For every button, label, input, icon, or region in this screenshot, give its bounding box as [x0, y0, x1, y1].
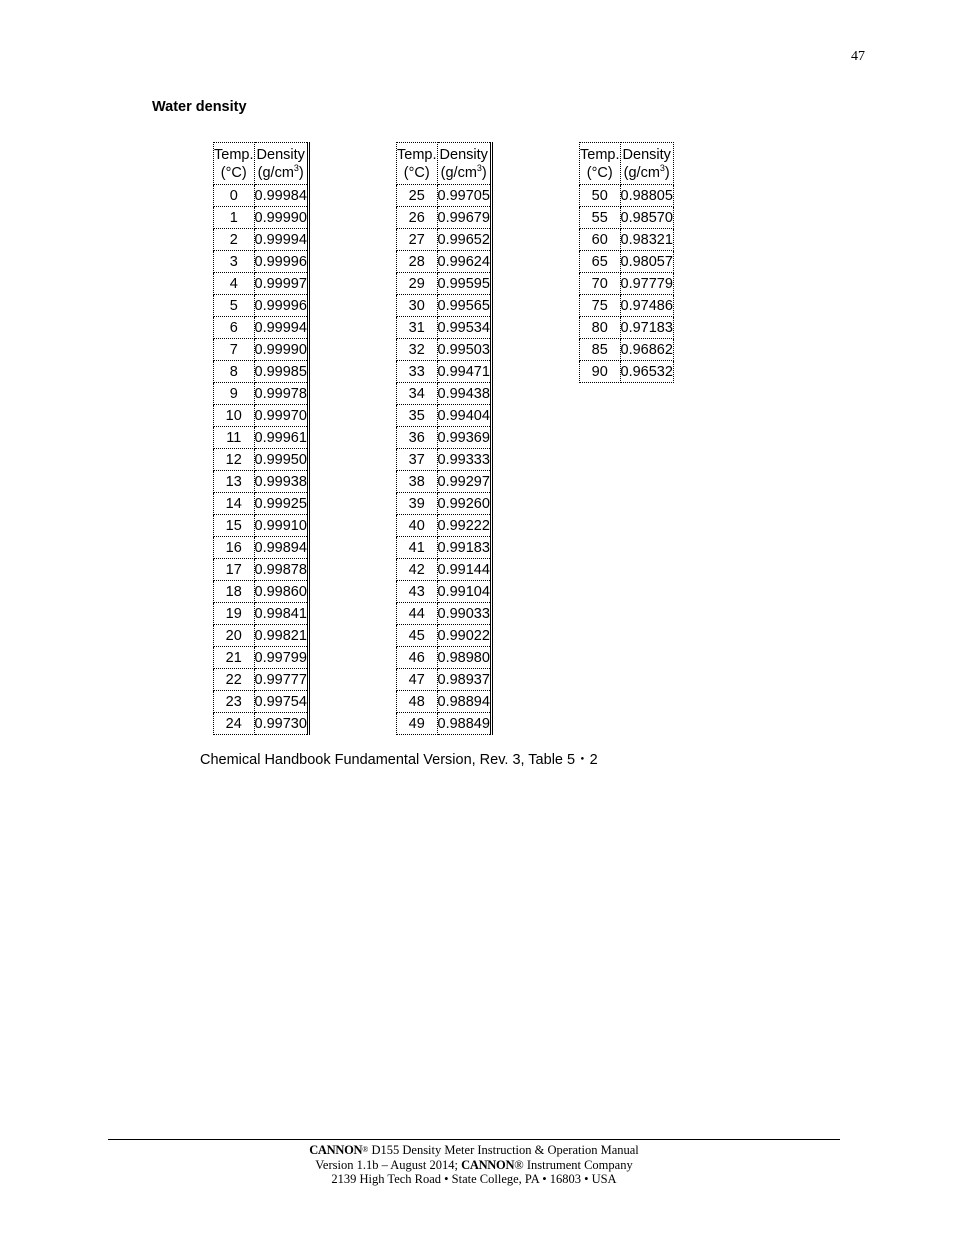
temp-cell: 45 — [397, 625, 438, 647]
temp-cell: 19 — [214, 603, 255, 625]
header-temp — [580, 143, 621, 185]
density-cell: 0.99471 — [437, 361, 491, 383]
temp-cell: 23 — [214, 691, 255, 713]
density-cell: 0.98570 — [620, 207, 673, 229]
temp-cell: 43 — [397, 581, 438, 603]
table-row — [214, 515, 309, 537]
footer-line-1 — [108, 1143, 840, 1158]
temp-cell: 9 — [214, 383, 255, 405]
density-cell: 0.99961 — [254, 427, 308, 449]
temp-cell: 35 — [397, 405, 438, 427]
footer-reg-mark: ® — [362, 1145, 369, 1154]
density-cell: 0.99679 — [437, 207, 491, 229]
temp-cell: 65 — [580, 251, 621, 273]
table-row — [214, 383, 309, 405]
temp-cell: 29 — [397, 273, 438, 295]
temp-cell: 55 — [580, 207, 621, 229]
header-density-label: Density — [622, 146, 671, 163]
table-header-row — [214, 143, 309, 185]
density-cell: 0.99878 — [254, 559, 308, 581]
temp-cell: 15 — [214, 515, 255, 537]
table-row — [214, 625, 309, 647]
density-cell: 0.99978 — [254, 383, 308, 405]
table-row — [214, 405, 309, 427]
table-row — [214, 295, 309, 317]
table-source-note: Chemical Handbook Fundamental Version, Rev. 3, Table 5・2 — [200, 752, 598, 768]
header-density — [620, 143, 673, 185]
header-density — [437, 143, 491, 185]
table-row — [397, 493, 492, 515]
density-cell: 0.99595 — [437, 273, 491, 295]
table-row — [580, 361, 674, 383]
temp-cell: 75 — [580, 295, 621, 317]
table-row — [397, 185, 492, 207]
table-row — [214, 339, 309, 361]
table-row — [580, 229, 674, 251]
table-row — [214, 581, 309, 603]
density-cell: 0.99033 — [437, 603, 491, 625]
density-cell: 0.99860 — [254, 581, 308, 603]
temp-cell: 40 — [397, 515, 438, 537]
density-table-2 — [396, 142, 493, 735]
temp-cell: 80 — [580, 317, 621, 339]
table-row — [214, 361, 309, 383]
table-row — [397, 317, 492, 339]
temp-cell: 6 — [214, 317, 255, 339]
temp-cell: 12 — [214, 449, 255, 471]
temp-cell: 13 — [214, 471, 255, 493]
density-table-3 — [579, 142, 674, 383]
temp-cell: 41 — [397, 537, 438, 559]
table-row — [397, 559, 492, 581]
temp-cell: 24 — [214, 713, 255, 735]
temp-cell: 36 — [397, 427, 438, 449]
table-row — [397, 405, 492, 427]
header-temp — [397, 143, 438, 185]
density-cell: 0.99369 — [437, 427, 491, 449]
density-cell: 0.99652 — [437, 229, 491, 251]
temp-cell: 49 — [397, 713, 438, 735]
density-cell: 0.97486 — [620, 295, 673, 317]
density-cell: 0.99821 — [254, 625, 308, 647]
temp-cell: 39 — [397, 493, 438, 515]
temp-cell: 70 — [580, 273, 621, 295]
table-row — [214, 493, 309, 515]
table-row — [214, 713, 309, 735]
table-header-row — [397, 143, 492, 185]
table-row — [214, 691, 309, 713]
density-cell: 0.99705 — [437, 185, 491, 207]
table-row — [214, 559, 309, 581]
density-cell: 0.99996 — [254, 295, 308, 317]
table-row — [214, 471, 309, 493]
header-density-unit-sup: 3 — [293, 162, 299, 173]
temp-cell: 33 — [397, 361, 438, 383]
density-cell: 0.99022 — [437, 625, 491, 647]
table-row — [397, 625, 492, 647]
table-row — [580, 317, 674, 339]
header-density-unit-sup: 3 — [659, 162, 665, 173]
temp-cell: 44 — [397, 603, 438, 625]
footer-manual-title: D155 Density Meter Instruction & Operation Manual — [368, 1143, 639, 1157]
temp-cell: 42 — [397, 559, 438, 581]
table-row — [397, 515, 492, 537]
table-row — [214, 427, 309, 449]
density-cell: 0.99438 — [437, 383, 491, 405]
temp-cell: 48 — [397, 691, 438, 713]
temp-cell: 27 — [397, 229, 438, 251]
table-row — [397, 471, 492, 493]
header-density-unit: (g/cm — [257, 164, 294, 181]
temp-cell: 37 — [397, 449, 438, 471]
temp-cell: 22 — [214, 669, 255, 691]
density-cell: 0.98321 — [620, 229, 673, 251]
density-cell: 0.99144 — [437, 559, 491, 581]
table-row — [397, 537, 492, 559]
table-row — [397, 295, 492, 317]
table-header-row — [580, 143, 674, 185]
temp-cell: 25 — [397, 185, 438, 207]
density-cell: 0.99799 — [254, 647, 308, 669]
temp-cell: 26 — [397, 207, 438, 229]
density-table-1 — [213, 142, 310, 735]
table-row — [214, 669, 309, 691]
table-row — [397, 339, 492, 361]
density-cell: 0.97779 — [620, 273, 673, 295]
table-row — [580, 207, 674, 229]
density-cell: 0.99297 — [437, 471, 491, 493]
header-temp-label: Temp. — [397, 146, 437, 163]
table-row — [397, 669, 492, 691]
density-cell: 0.99925 — [254, 493, 308, 515]
density-cell: 0.99950 — [254, 449, 308, 471]
page-footer — [108, 1143, 840, 1187]
header-density-unit-close: ) — [664, 164, 670, 181]
temp-cell: 34 — [397, 383, 438, 405]
table-row — [214, 449, 309, 471]
temp-cell: 47 — [397, 669, 438, 691]
temp-cell: 31 — [397, 317, 438, 339]
footer-version: Version 1.1b – August 2014; — [315, 1157, 462, 1172]
table-row — [397, 361, 492, 383]
table-row — [580, 251, 674, 273]
footer-brand: CANNON — [309, 1143, 363, 1157]
density-cell: 0.99894 — [254, 537, 308, 559]
density-cell: 0.99104 — [437, 581, 491, 603]
temp-cell: 16 — [214, 537, 255, 559]
footer-reg-mark-2: ® — [514, 1157, 524, 1172]
density-cell: 0.98894 — [437, 691, 491, 713]
table-row — [397, 273, 492, 295]
density-cell: 0.99990 — [254, 339, 308, 361]
density-cell: 0.99565 — [437, 295, 491, 317]
header-density-label: Density — [256, 146, 305, 163]
density-cell: 0.98980 — [437, 647, 491, 669]
density-cell: 0.99994 — [254, 229, 308, 251]
table-row — [214, 273, 309, 295]
temp-cell: 30 — [397, 295, 438, 317]
table-row — [397, 691, 492, 713]
density-cell: 0.99754 — [254, 691, 308, 713]
header-density-unit: (g/cm — [623, 164, 660, 181]
temp-cell: 7 — [214, 339, 255, 361]
table-row — [214, 207, 309, 229]
temp-cell: 3 — [214, 251, 255, 273]
header-temp — [214, 143, 255, 185]
footer-brand-2: CANNON — [461, 1157, 515, 1172]
section-title: Water density — [152, 99, 247, 115]
density-cell: 0.99938 — [254, 471, 308, 493]
table-row — [580, 273, 674, 295]
density-cell: 0.99910 — [254, 515, 308, 537]
table-row — [580, 295, 674, 317]
density-cell: 0.99503 — [437, 339, 491, 361]
temp-cell: 2 — [214, 229, 255, 251]
footer-line-2 — [108, 1158, 840, 1173]
density-cell: 0.98805 — [620, 185, 673, 207]
table-row — [214, 537, 309, 559]
temp-cell: 32 — [397, 339, 438, 361]
temp-cell: 18 — [214, 581, 255, 603]
temp-cell: 4 — [214, 273, 255, 295]
density-cell: 0.98849 — [437, 713, 491, 735]
header-density — [254, 143, 308, 185]
table-row — [397, 229, 492, 251]
table-row — [214, 229, 309, 251]
footer-company: Instrument Company — [523, 1157, 633, 1172]
header-temp-unit: (°C) — [220, 164, 247, 181]
header-temp-label: Temp. — [214, 146, 254, 163]
density-cell: 0.99970 — [254, 405, 308, 427]
header-density-unit: (g/cm — [440, 164, 477, 181]
density-cell: 0.99997 — [254, 273, 308, 295]
table-row — [214, 185, 309, 207]
footer-address: 2139 High Tech Road • State College, PA • 16803 • USA — [331, 1172, 617, 1186]
temp-cell: 21 — [214, 647, 255, 669]
density-cell: 0.99985 — [254, 361, 308, 383]
table-row — [397, 581, 492, 603]
table-row — [397, 603, 492, 625]
table-row — [214, 317, 309, 339]
density-cell: 0.96532 — [620, 361, 673, 383]
temp-cell: 85 — [580, 339, 621, 361]
density-cell: 0.97183 — [620, 317, 673, 339]
temp-cell: 46 — [397, 647, 438, 669]
table-row — [397, 207, 492, 229]
density-cell: 0.99260 — [437, 493, 491, 515]
page-number: 47 — [851, 49, 865, 64]
temp-cell: 20 — [214, 625, 255, 647]
header-density-unit-sup: 3 — [476, 162, 482, 173]
temp-cell: 60 — [580, 229, 621, 251]
header-temp-label: Temp. — [580, 146, 620, 163]
density-cell: 0.99404 — [437, 405, 491, 427]
density-cell: 0.99996 — [254, 251, 308, 273]
table-row — [397, 713, 492, 735]
temp-cell: 10 — [214, 405, 255, 427]
density-cell: 0.99841 — [254, 603, 308, 625]
density-cell: 0.99333 — [437, 449, 491, 471]
temp-cell: 1 — [214, 207, 255, 229]
density-cell: 0.99534 — [437, 317, 491, 339]
header-density-unit-close: ) — [298, 164, 304, 181]
table-row — [214, 251, 309, 273]
density-cell: 0.99994 — [254, 317, 308, 339]
density-cell: 0.99222 — [437, 515, 491, 537]
temp-cell: 28 — [397, 251, 438, 273]
temp-cell: 0 — [214, 185, 255, 207]
temp-cell: 17 — [214, 559, 255, 581]
header-density-unit-close: ) — [481, 164, 487, 181]
density-cell: 0.98057 — [620, 251, 673, 273]
table-row — [580, 339, 674, 361]
header-temp-unit: (°C) — [403, 164, 430, 181]
table-row — [397, 647, 492, 669]
temp-cell: 50 — [580, 185, 621, 207]
density-cell: 0.96862 — [620, 339, 673, 361]
density-cell: 0.99730 — [254, 713, 308, 735]
temp-cell: 90 — [580, 361, 621, 383]
temp-cell: 8 — [214, 361, 255, 383]
table-row — [214, 647, 309, 669]
density-cell: 0.99990 — [254, 207, 308, 229]
temp-cell: 38 — [397, 471, 438, 493]
temp-cell: 11 — [214, 427, 255, 449]
density-cell: 0.99183 — [437, 537, 491, 559]
table-row — [214, 603, 309, 625]
table-row — [397, 383, 492, 405]
table-row — [397, 427, 492, 449]
table-row — [580, 185, 674, 207]
temp-cell: 5 — [214, 295, 255, 317]
footer-divider — [108, 1139, 840, 1140]
density-cell: 0.99984 — [254, 185, 308, 207]
density-cell: 0.99624 — [437, 251, 491, 273]
header-temp-unit: (°C) — [586, 164, 613, 181]
table-row — [397, 449, 492, 471]
density-cell: 0.98937 — [437, 669, 491, 691]
density-cell: 0.99777 — [254, 669, 308, 691]
header-density-label: Density — [439, 146, 488, 163]
temp-cell: 14 — [214, 493, 255, 515]
table-row — [397, 251, 492, 273]
